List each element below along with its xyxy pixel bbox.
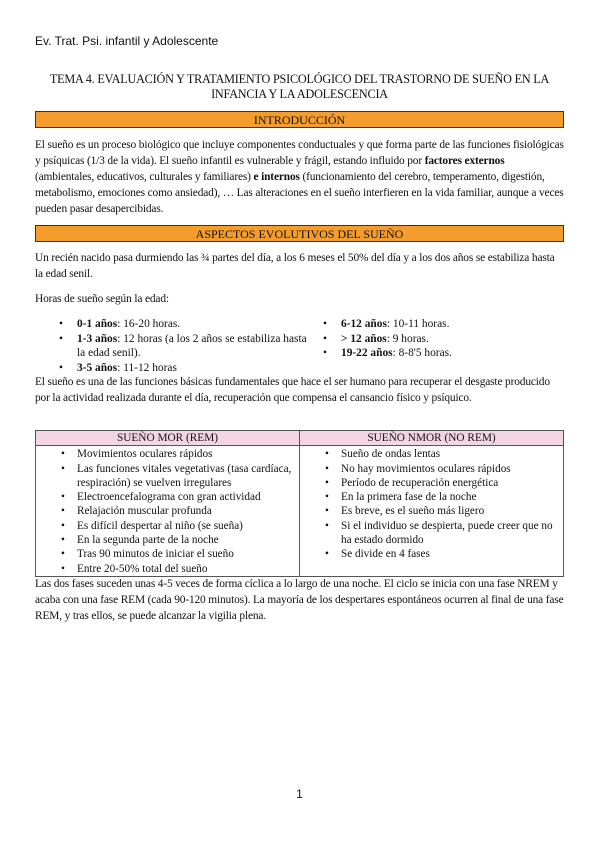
cycle-paragraph: Las dos fases suceden unas 4-5 veces de forma cíclica a lo largo de una noche. El ciclo se inicia con una fase NREM y acaba con una fase REM (cada 90-120 minutos). La mayoría de los despertares espontáneos ocurren al final de una fase REM, y tras ellos, se puede alcanzar la vigilia plena.: [35, 578, 564, 622]
function-paragraph: El sueño es una de las funciones básicas fundamentales que hace el ser humano para recuperar el desgaste producido por la actividad realizada durante el día, recuperación que compensa el cansancio físico y psíquico.: [35, 376, 550, 404]
list-item: • Relajación muscular profunda: [36, 504, 299, 518]
list-item: • Se divide en 4 fases: [300, 547, 563, 561]
list-item: • Período de recuperación energética: [300, 476, 563, 490]
intro-text-e: (funcionamiento del cerebro, temperamento, digestión, metabolismo, emociones como ansiedad), … Las alteraciones en el sueño interfieren en la vida familiar, aunque a veces pueden pasar desapercibidas.: [35, 171, 564, 215]
list-item: • 3-5 años: 11-12 horas: [55, 361, 315, 376]
document-header: Ev. Trat. Psi. infantil y Adolescente: [35, 34, 219, 48]
intro-text-c: (ambientales, educativos, culturales y familiares): [35, 171, 254, 183]
intro-paragraph: [35, 137, 564, 217]
list-item: • Las funciones vitales vegetativas (tasa cardíaca, respiración) se vuelven irregulares: [36, 462, 299, 491]
list-item: • 0-1 años: 16-20 horas.: [55, 317, 315, 332]
list-item: • 6-12 años: 10-11 horas.: [319, 317, 559, 332]
ages-list-right: [319, 317, 559, 361]
list-item: • Sueño de ondas lentas: [300, 447, 563, 461]
intro-text-a: El sueño es un proceso biológico que incluye componentes conductuales y que forma parte de las funciones fisiológicas y psíquicas (1/3 de la vida). El sueño infantil es vulnerable y frágil, estando influido por: [35, 139, 564, 167]
list-item: • Entre 20-50% total del sueño: [36, 562, 299, 576]
list-item: • 19-22 años: 8-8'5 horas.: [319, 346, 559, 361]
hours-label: Horas de sueño según la edad:: [35, 293, 169, 305]
ages-list-left: [55, 317, 315, 375]
table-header-rem: SUEÑO MOR (REM): [36, 431, 300, 446]
page-title: TEMA 4. EVALUACIÓN Y TRATAMIENTO PSICOLÓGICO DEL TRASTORNO DE SUEÑO EN LA INFANCIA Y LA ADOLESCENCIA: [49, 72, 550, 101]
list-item: • En la segunda parte de la noche: [36, 533, 299, 547]
list-item: • 1-3 años: 12 horas (a los 2 años se estabiliza hasta la edad senil).: [55, 332, 315, 361]
sleep-phases-table: [35, 430, 564, 577]
list-item: • Es breve, es el sueño más ligero: [300, 504, 563, 518]
rem-column: [36, 446, 300, 577]
list-item: • > 12 años: 9 horas.: [319, 332, 559, 347]
list-item: • En la primera fase de la noche: [300, 490, 563, 504]
intro-text-bold-internos: e internos: [253, 171, 300, 183]
list-item: • No hay movimientos oculares rápidos: [300, 462, 563, 476]
list-item: • Tras 90 minutos de iniciar el sueño: [36, 547, 299, 561]
list-item: • Si el individuo se despierta, puede creer que no ha estado dormido: [300, 519, 563, 548]
table-header-nrem: SUEÑO NMOR (NO REM): [300, 431, 564, 446]
intro-text-bold-externos: factores externos: [424, 155, 505, 167]
list-item: • Movimientos oculares rápidos: [36, 447, 299, 461]
section-heading-introduccion: INTRODUCCIÓN: [35, 111, 564, 128]
evolution-paragraph: Un recién nacido pasa durmiendo las ¾ partes del día, a los 6 meses el 50% del día y a los dos años se estabiliza hasta la edad senil.: [35, 252, 555, 280]
page-number: 1: [296, 787, 303, 801]
section-heading-aspectos-evolutivos: ASPECTOS EVOLUTIVOS DEL SUEÑO: [35, 225, 564, 242]
list-item: • Es difícil despertar al niño (se sueña): [36, 519, 299, 533]
list-item: • Electroencefalograma con gran actividad: [36, 490, 299, 504]
nrem-column: [300, 446, 564, 577]
